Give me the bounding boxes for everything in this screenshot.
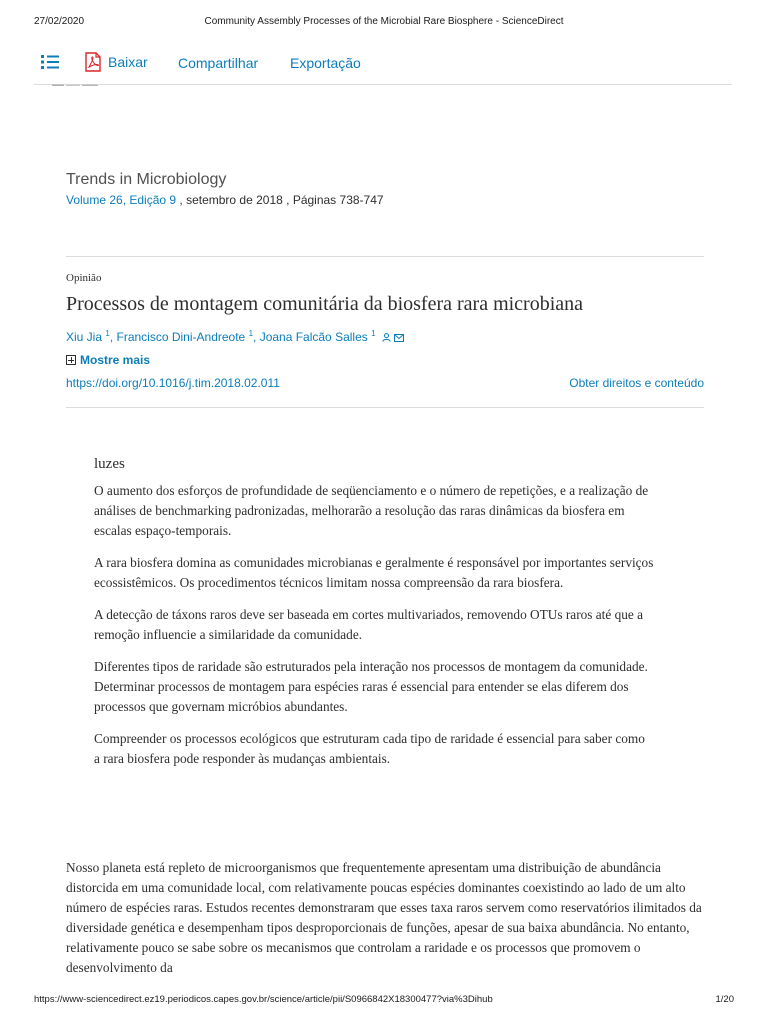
volume-issue-link[interactable]: Volume 26, Edição 9 bbox=[66, 193, 177, 207]
highlights-heading: luzes bbox=[94, 456, 125, 472]
article-title: Processos de montagem comunitária da biosfera rara microbiana bbox=[66, 293, 584, 315]
envelope-icon[interactable] bbox=[394, 334, 404, 342]
share-button[interactable]: Compartilhar bbox=[178, 55, 259, 71]
show-more-button[interactable] bbox=[66, 353, 706, 367]
journal-info bbox=[66, 171, 706, 207]
download-pdf-button[interactable] bbox=[84, 50, 148, 74]
article-header bbox=[66, 272, 706, 367]
highlights-section bbox=[94, 456, 654, 781]
highlight-item: Compreender os processos ecológicos que estruturam cada tipo de raridade é essencial para saber como a rara biosfera pode responder às mudanças ambientais. bbox=[94, 731, 645, 766]
print-document-title: Community Assembly Processes of the Microbial Rare Biosphere - ScienceDirect bbox=[204, 16, 564, 27]
doi-link[interactable]: https://doi.org/10.1016/j.tim.2018.02.011 bbox=[66, 376, 280, 390]
divider bbox=[66, 407, 704, 408]
body-paragraph: Nosso planeta está repleto de microorganismos que frequentemente apresentam uma distribuição de abundância distorcida em uma comunidade local, com relativamente poucas espécies dominantes coexistindo ao lado de um alto número de espécies raras. Estudos recentes demonstraram que esses taxa raros servem como reservatórios ilimitados da diversidade genética e desempenham tipos desproporcionais de funções, apesar de sua baixa abundância. No entanto, relativamente pouco se sabe sobre os mecanismos que controlam a raridade e os processos que promovem o desenvolvimento da bbox=[66, 860, 702, 975]
rights-link[interactable]: Obter direitos e conteúdo bbox=[569, 376, 704, 390]
author-link[interactable]: Francisco Dini-Andreote $^1$ bbox=[116, 329, 254, 344]
cropped-image-fragment bbox=[52, 84, 98, 87]
doi-row bbox=[66, 376, 704, 390]
plus-box-icon bbox=[66, 355, 76, 365]
author-list: Xiu Jia $^1$, Francisco Dini-Andreote $^1$, Joana Falcão Salles $^1$ bbox=[66, 329, 706, 347]
highlight-item: O aumento dos esforços de profundidade de seqüenciamento e o número de repetições, e a realização de análises de benchmarking padronizadas, melhorarão a resolução das raras dinâmicas da biosfera em escalas espaço-temporais. bbox=[94, 483, 649, 538]
article-toolbar bbox=[34, 44, 732, 85]
journal-title[interactable]: Trends in Microbiology bbox=[66, 171, 227, 188]
download-label: Baixar bbox=[108, 54, 148, 70]
pdf-icon bbox=[84, 52, 102, 72]
print-footer bbox=[0, 994, 768, 1008]
highlight-item: Diferentes tipos de raridade são estruturados pela interação nos processos de montagem da comunidade. Determinar processos de montagem para espécies raras é essencial para entender se elas diferem dos processos que governam micróbios abundantes. bbox=[94, 659, 648, 714]
list-icon[interactable] bbox=[40, 53, 60, 71]
print-url: https://www-sciencedirect.ez19.periodicos.capes.gov.br/science/article/pii/S0966842X18300477?via%3Dihub bbox=[34, 994, 493, 1005]
author-link[interactable]: Xiu Jia $^1$ bbox=[66, 329, 110, 344]
print-page-number: 1/20 bbox=[715, 994, 734, 1005]
person-icon[interactable] bbox=[382, 333, 391, 342]
highlight-item: A detecção de táxons raros deve ser baseada em cortes multivariados, removendo OTUs raros até que a remoção influencie a similaridade da comunidade. bbox=[94, 607, 644, 642]
print-date: 27/02/2020 bbox=[34, 16, 85, 27]
show-more-label: Mostre mais bbox=[80, 353, 151, 367]
author-link[interactable]: Joana Falcão Salles $^1$ bbox=[259, 329, 376, 344]
issue-date-pages: , setembro de 2018 , Páginas 738-747 bbox=[176, 193, 384, 207]
print-header bbox=[0, 16, 768, 30]
divider bbox=[66, 256, 704, 257]
issue-line bbox=[66, 193, 706, 207]
author-icons bbox=[382, 331, 404, 345]
article-type: Opinião bbox=[66, 272, 102, 284]
export-button[interactable]: Exportação bbox=[290, 55, 361, 71]
highlight-item: A rara biosfera domina as comunidades microbianas e geralmente é responsável por importantes serviços ecossistêmicos. Os procedimentos técnicos limitam nossa compreensão da rara biosfera. bbox=[94, 555, 654, 590]
